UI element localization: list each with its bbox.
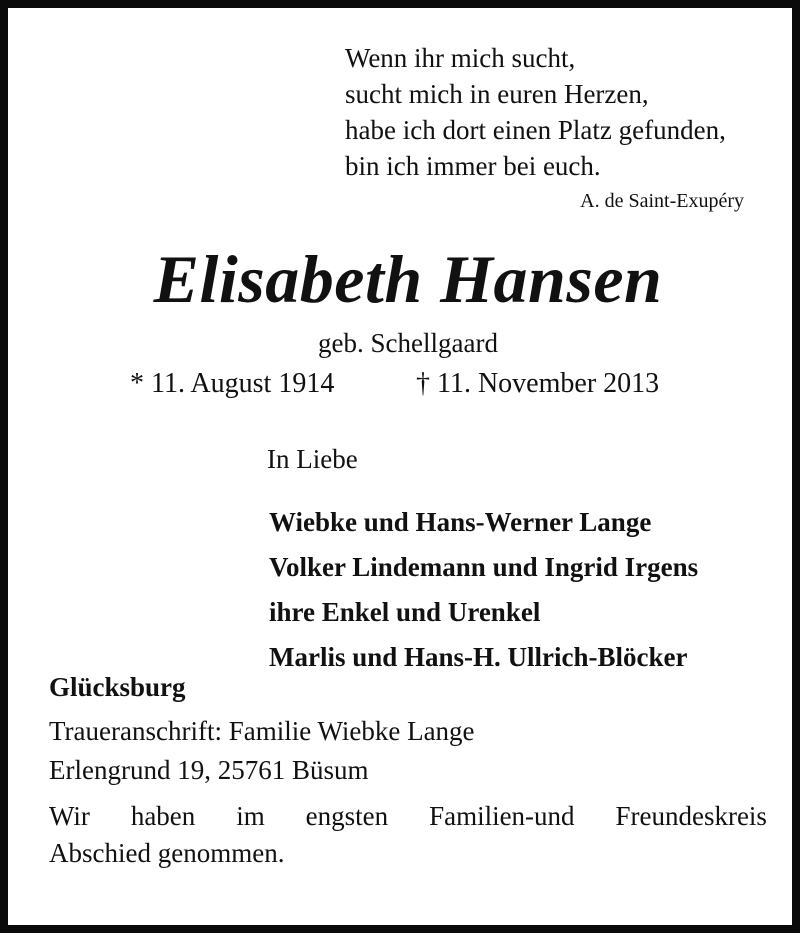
closing-word: im	[236, 801, 265, 831]
mourner-entry: Volker Lindemann und Ingrid Irgens	[269, 552, 699, 582]
address-line: Traueranschrift: Familie Wiebke Lange	[49, 716, 475, 746]
poem-author: A. de Saint-Exupéry	[580, 190, 744, 212]
closing-note	[49, 798, 767, 872]
closing-line-2: Abschied genommen.	[49, 838, 285, 868]
poem-line: habe ich dort einen Platz gefunden,	[345, 115, 726, 145]
closing-word: Wir	[49, 801, 90, 831]
death-date: † 11. November 2013	[416, 368, 660, 399]
address-line: Erlengrund 19, 25761 Büsum	[49, 755, 369, 785]
mourning-address	[49, 712, 475, 790]
location: Glücksburg	[49, 672, 186, 702]
poem-line: bin ich immer bei euch.	[345, 151, 601, 181]
closing-word: engsten	[305, 801, 389, 831]
mourner-entry: ihre Enkel und Urenkel	[269, 597, 541, 627]
mourners-intro: In Liebe	[267, 444, 358, 474]
poem-line: Wenn ihr mich sucht,	[345, 43, 576, 73]
maiden-name: geb. Schellgaard	[318, 328, 498, 358]
closing-line-1	[49, 798, 767, 835]
birth-date: * 11. August 1914	[130, 368, 335, 399]
closing-word: Freundeskreis	[615, 801, 767, 831]
poem	[345, 40, 726, 184]
closing-word: Familien-und	[429, 801, 575, 831]
poem-line: sucht mich in euren Herzen,	[345, 79, 649, 109]
closing-word: haben	[130, 801, 196, 831]
mourner-entry: Wiebke und Hans-Werner Lange	[269, 507, 652, 537]
mourners-list	[269, 500, 698, 680]
mourner-entry: Marlis und Hans-H. Ullrich-Blöcker	[269, 642, 688, 672]
deceased-name: Elisabeth Hansen	[153, 241, 663, 317]
